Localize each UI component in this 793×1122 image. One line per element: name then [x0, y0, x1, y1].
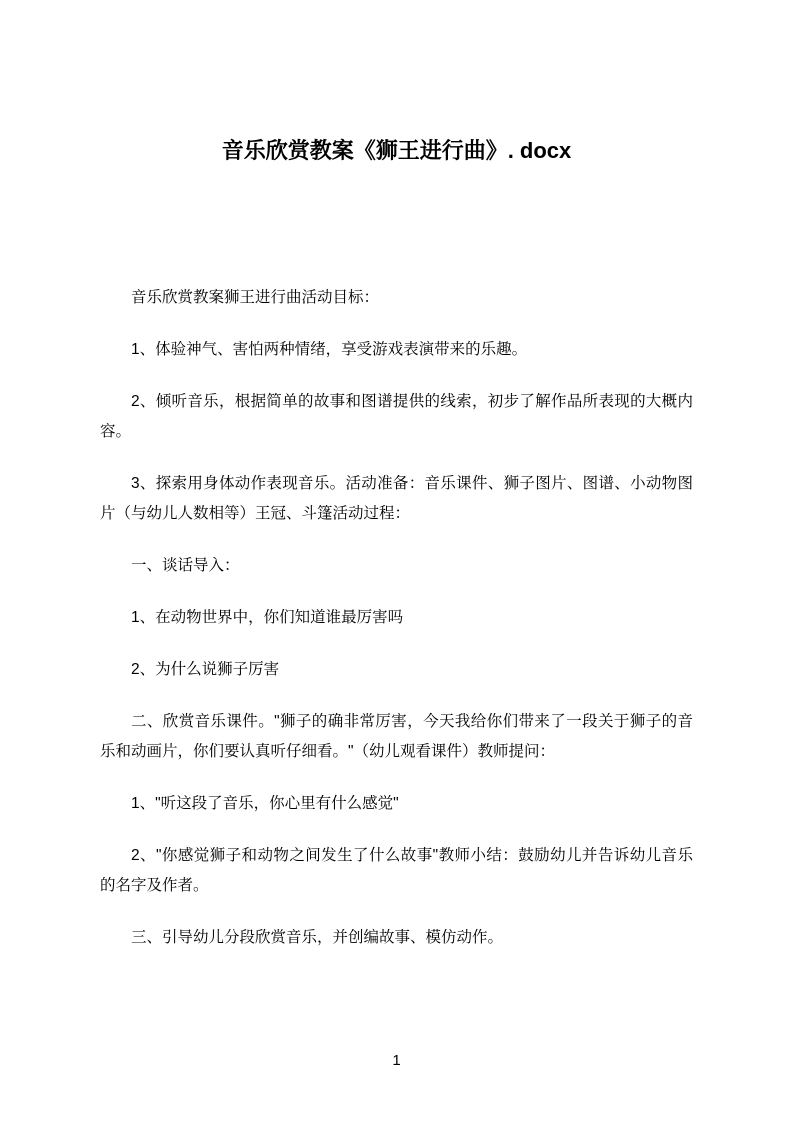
paragraph-section-2-heading: 二、欣赏音乐课件。"狮子的确非常厉害，今天我给你们带来了一段关于狮子的音乐和动画片，你们要认真听仔细看。"（幼儿观看课件）教师提问： [100, 713, 693, 760]
paragraph-section-3-heading: 三、引导幼儿分段欣赏音乐，并创编故事、模仿动作。 [131, 929, 504, 946]
paragraph-section-1-heading: 一、谈话导入： [131, 557, 240, 574]
paragraph-goal-3-preparation: 3、探索用身体动作表现音乐。活动准备：音乐课件、狮子图片、图谱、小动物图片（与幼儿人数相等）王冠、斗篷活动过程： [100, 475, 693, 522]
paragraph-section-1-question-1: 1、在动物世界中，你们知道谁最厉害吗 [131, 609, 404, 626]
document-body [100, 283, 693, 953]
paragraph-goal-1: 1、体验神气、害怕两种情绪，享受游戏表演带来的乐趣。 [131, 341, 528, 358]
page-number: 1 [392, 1052, 401, 1069]
paragraph-section-2-question-1: 1、"听这段了音乐，你心里有什么感觉" [131, 795, 399, 812]
paragraph-section-1-question-2: 2、为什么说狮子厉害 [131, 661, 280, 678]
paragraph-goal-2: 2、倾听音乐，根据简单的故事和图谱提供的线索，初步了解作品所表现的大概内容。 [100, 393, 693, 440]
paragraph-activity-goals-heading: 音乐欣赏教案狮王进行曲活动目标： [131, 289, 380, 306]
document-title: 音乐欣赏教案《狮王进行曲》. docx [221, 138, 572, 163]
paragraph-section-2-question-2: 2、"你感觉狮子和动物之间发生了什么故事"教师小结：鼓励幼儿并告诉幼儿音乐的名字及作者。 [100, 847, 693, 894]
